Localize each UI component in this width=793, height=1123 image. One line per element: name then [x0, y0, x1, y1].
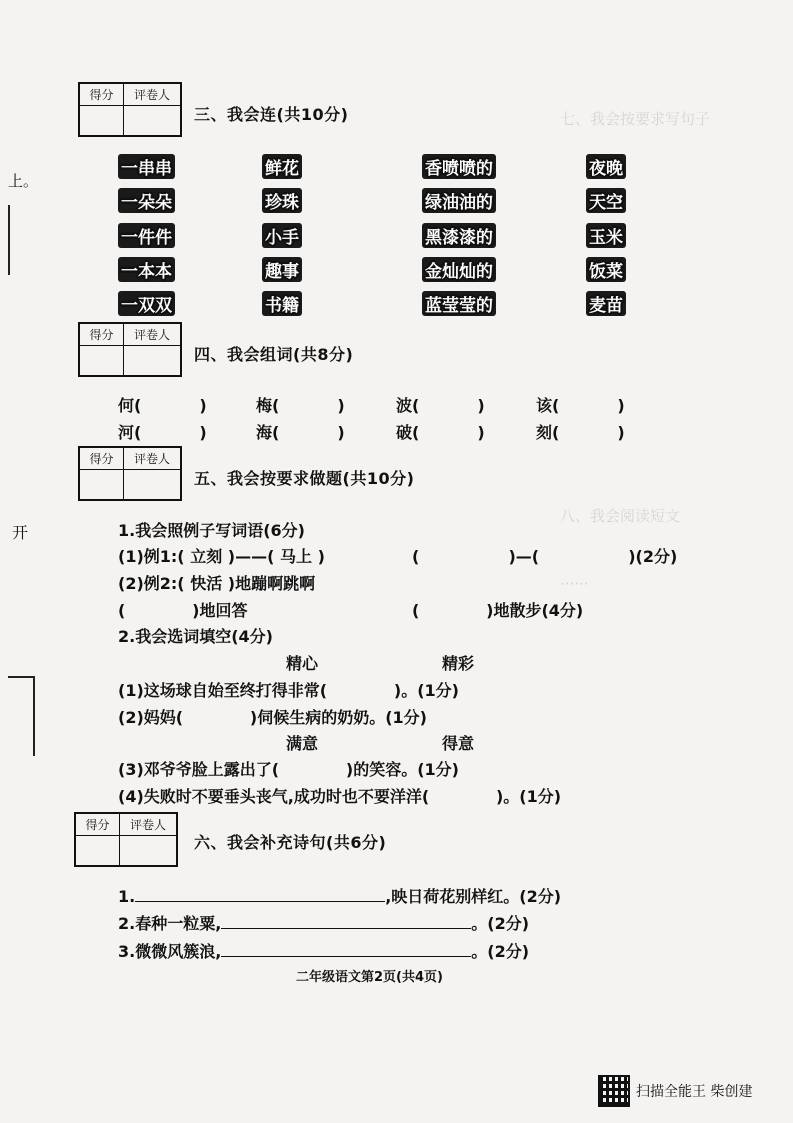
bleed-through-text: 八、我会阅读短文	[560, 507, 681, 525]
score-box: 得分 评卷人	[78, 82, 182, 137]
connect-word[interactable]: 小手	[262, 223, 302, 248]
scanner-watermark: 扫描全能王 柴创建	[636, 1084, 753, 1100]
connect-word[interactable]: 一朵朵	[118, 188, 175, 213]
connect-word[interactable]: 一件件	[118, 223, 175, 248]
connect-word[interactable]: 金灿灿的	[422, 257, 496, 282]
question-1-heading: 1.我会照例子写词语(6分)	[118, 521, 305, 540]
poem-blank[interactable]	[221, 912, 471, 929]
word-group-item[interactable]: 波( )	[396, 396, 485, 415]
fill-sentence-2[interactable]: (2)妈妈( )伺候生病的奶奶。(1分)	[118, 708, 427, 727]
word-group-item[interactable]: 该( )	[536, 396, 625, 415]
fill-sentence-3[interactable]: (3)邓爷爷脸上露出了( )的笑容。(1分)	[118, 760, 459, 779]
example-2-blank-a[interactable]: ( )地回答	[118, 601, 248, 620]
example-2: (2)例2:( 快活 )地蹦啊跳啊	[118, 574, 316, 593]
option-word: 精彩	[442, 654, 475, 673]
score-box: 得分 评卷人	[78, 322, 182, 377]
option-word: 得意	[442, 734, 475, 753]
poem-blank[interactable]	[221, 940, 471, 957]
margin-fragment: 开	[12, 523, 29, 542]
section-6-title: 六、我会补充诗句(共6分)	[194, 833, 387, 852]
fill-sentence-4[interactable]: (4)失败时不要垂头丧气,成功时也不要洋洋( )。(1分)	[118, 787, 562, 806]
connect-word[interactable]: 夜晚	[586, 154, 626, 179]
connect-word[interactable]: 香喷喷的	[422, 154, 496, 179]
question-2-heading: 2.我会选词填空(4分)	[118, 627, 273, 646]
score-box: 得分 评卷人	[74, 812, 178, 867]
margin-bracket	[8, 205, 10, 275]
page-footer: 二年级语文第2页(共4页)	[296, 970, 443, 985]
score-box: 得分 评卷人	[78, 446, 182, 501]
connect-word[interactable]: 书籍	[262, 291, 302, 316]
connect-word[interactable]: 一串串	[118, 154, 175, 179]
section-3-title: 三、我会连(共10分)	[194, 105, 349, 124]
section-5-title: 五、我会按要求做题(共10分)	[194, 469, 415, 488]
connect-word[interactable]: 麦苗	[586, 291, 626, 316]
poem-line-3: 3.微微风簇浪, 。(2分)	[118, 942, 530, 961]
poem-line-2: 2.春种一粒粟, 。(2分)	[118, 914, 530, 933]
bleed-through-text: 七、我会按要求写句子	[560, 110, 711, 128]
connect-word[interactable]: 蓝莹莹的	[422, 291, 496, 316]
fill-sentence-1[interactable]: (1)这场球自始至终打得非常( )。(1分)	[118, 681, 459, 700]
word-group-item[interactable]: 何( )	[118, 396, 207, 415]
word-group-item[interactable]: 海( )	[256, 423, 345, 442]
connect-word[interactable]: 一双双	[118, 291, 175, 316]
qr-code-icon	[598, 1075, 630, 1107]
word-group-item[interactable]: 破( )	[396, 423, 485, 442]
word-group-item[interactable]: 刻( )	[536, 423, 625, 442]
connect-word[interactable]: 珍珠	[262, 188, 302, 213]
connect-word[interactable]: 鲜花	[262, 154, 302, 179]
margin-fragment: 上。	[8, 172, 39, 190]
example-1: (1)例1:( 立刻 )——( 马上 )	[118, 547, 325, 566]
connect-word[interactable]: 天空	[586, 188, 626, 213]
connect-word[interactable]: 黑漆漆的	[422, 223, 496, 248]
poem-blank[interactable]	[135, 885, 385, 902]
bleed-through-text: ······	[560, 575, 589, 593]
option-word: 满意	[286, 734, 319, 753]
connect-word[interactable]: 玉米	[586, 223, 626, 248]
connect-word[interactable]: 绿油油的	[422, 188, 496, 213]
margin-bracket	[8, 676, 34, 678]
option-word: 精心	[286, 654, 319, 673]
example-2-blank-b[interactable]: ( )地散步(4分)	[412, 601, 584, 620]
word-group-item[interactable]: 河( )	[118, 423, 207, 442]
connect-word[interactable]: 趣事	[262, 257, 302, 282]
margin-bracket	[33, 676, 35, 756]
connect-word[interactable]: 饭菜	[586, 257, 626, 282]
word-group-item[interactable]: 梅( )	[256, 396, 345, 415]
example-1-answer-blank[interactable]: ( )—( )(2分)	[412, 547, 678, 566]
section-4-title: 四、我会组词(共8分)	[194, 345, 354, 364]
poem-line-1: 1. ,映日荷花别样红。(2分)	[118, 887, 562, 906]
connect-word[interactable]: 一本本	[118, 257, 175, 282]
